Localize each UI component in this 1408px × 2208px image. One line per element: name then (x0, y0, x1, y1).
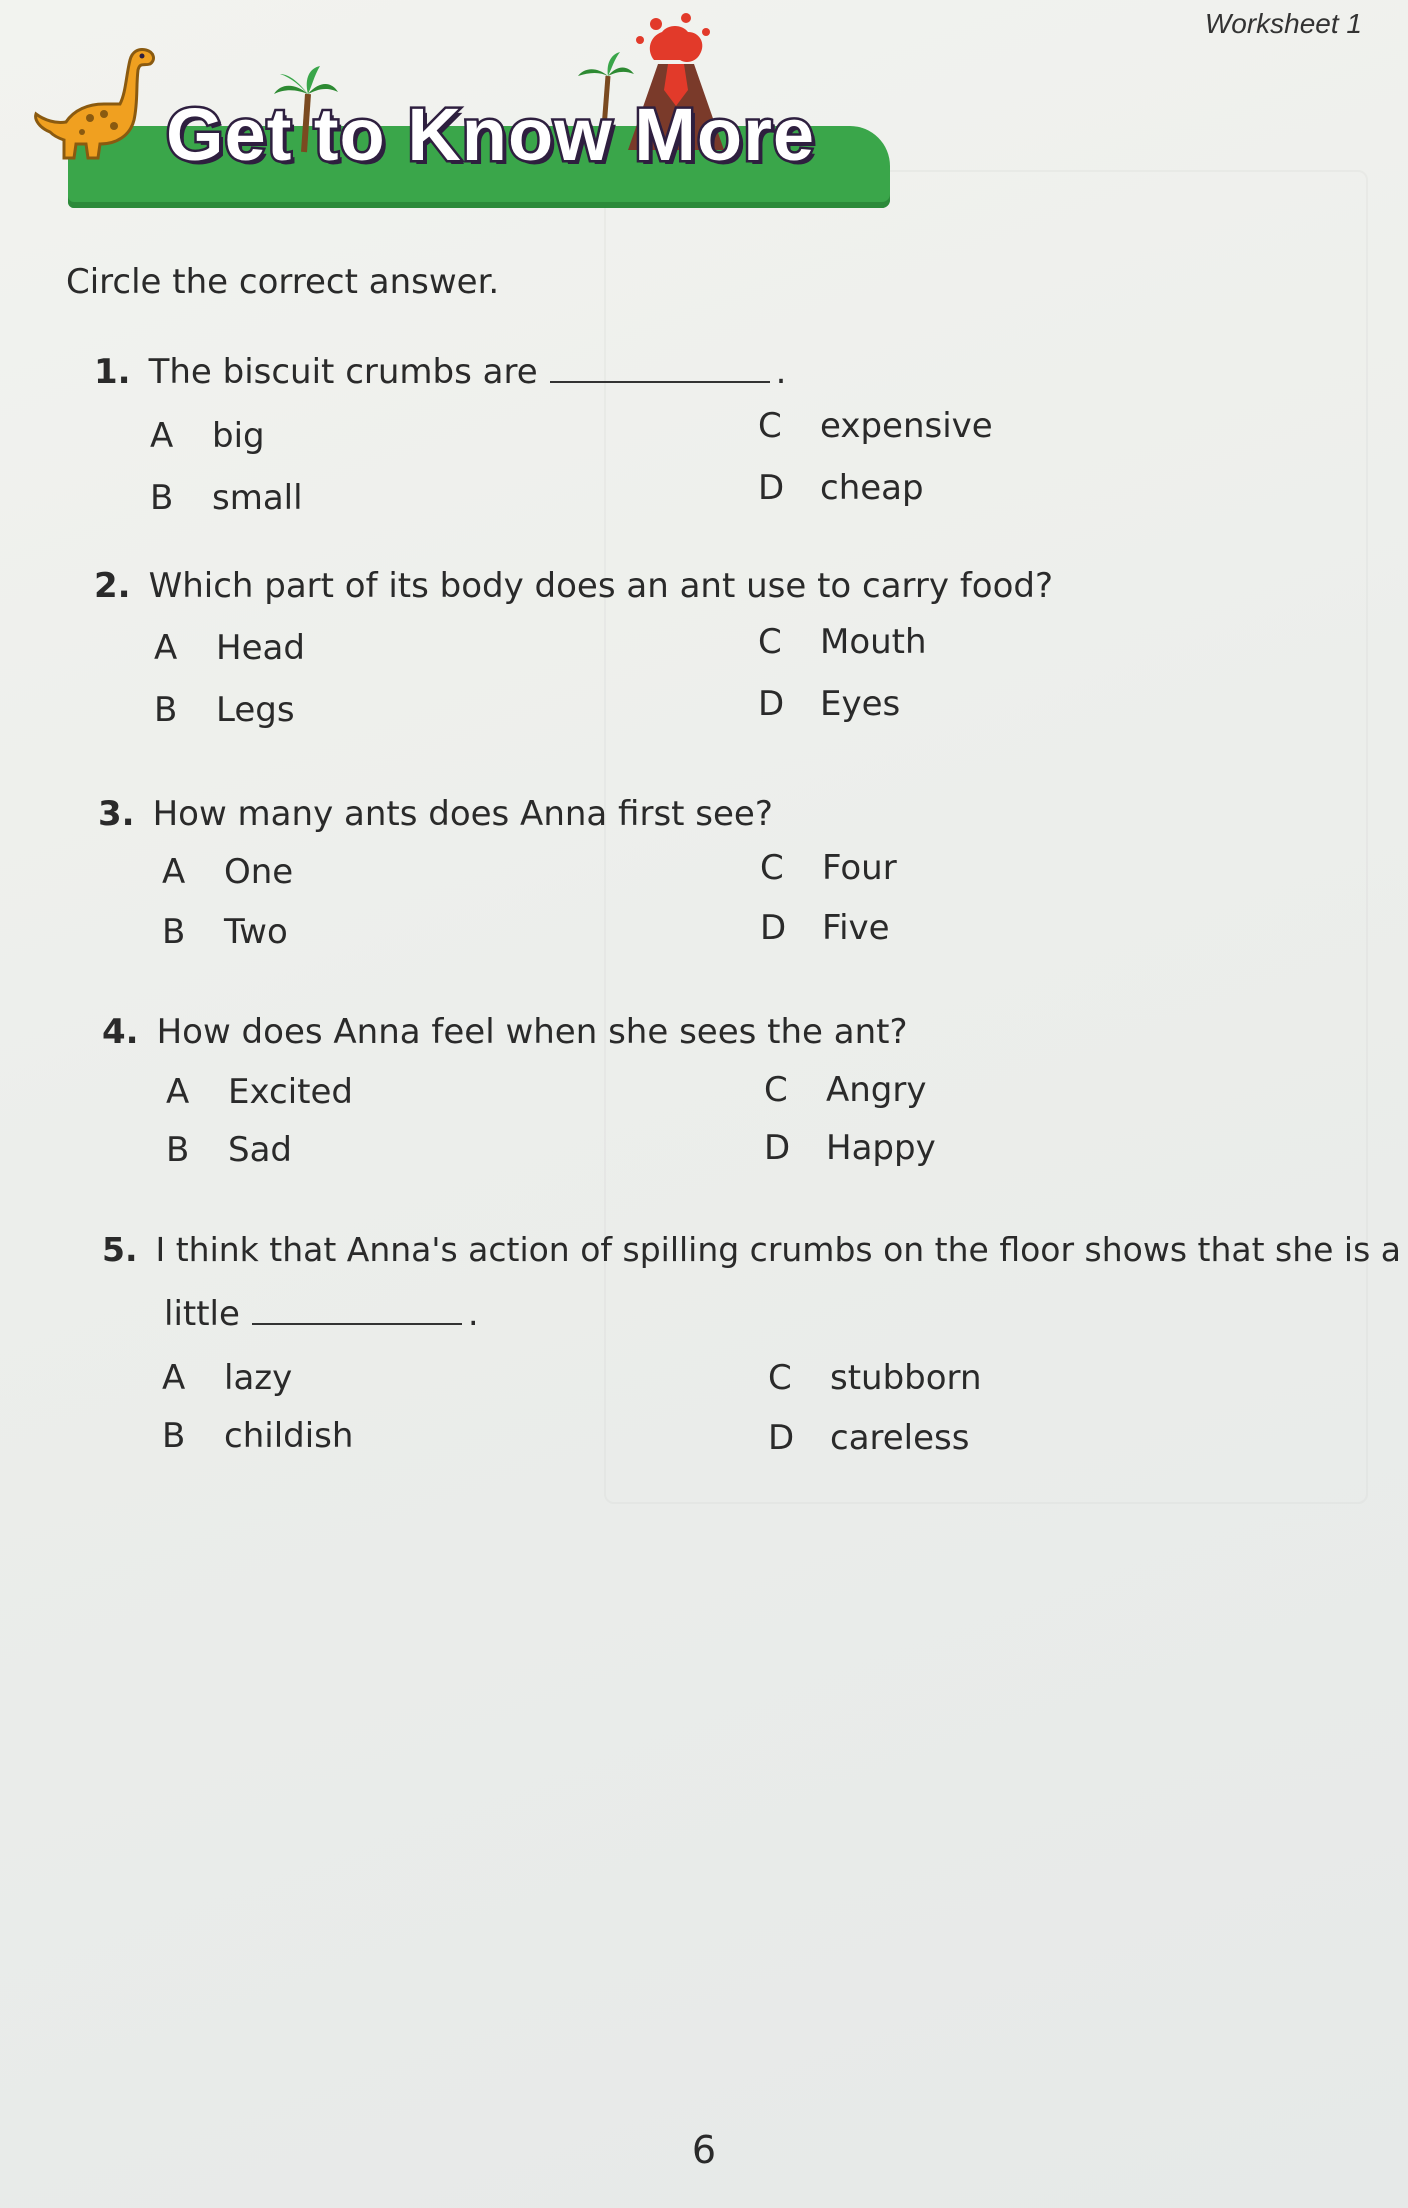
option-c[interactable] (760, 848, 897, 888)
option-a[interactable] (162, 852, 293, 892)
question-number: 1. (94, 352, 131, 392)
option-b[interactable] (154, 690, 295, 730)
option-text: Legs (216, 690, 295, 730)
option-letter: C (758, 622, 782, 662)
option-text: Head (216, 628, 305, 668)
option-text: Happy (826, 1128, 936, 1168)
question-text: Which part of its body does an ant use to carry food? (148, 566, 1054, 606)
option-c[interactable] (768, 1358, 982, 1398)
option-letter: B (150, 478, 174, 518)
question-number: 5. (102, 1230, 138, 1269)
page-number: 6 (691, 2128, 717, 2172)
question-stem (102, 1012, 908, 1052)
option-d[interactable] (758, 684, 900, 724)
option-b[interactable] (150, 478, 303, 518)
option-letter: D (758, 468, 785, 508)
option-text: cheap (820, 468, 924, 508)
option-text: stubborn (830, 1358, 982, 1398)
option-letter: B (162, 912, 186, 952)
question-end: . (775, 352, 787, 392)
option-a[interactable] (154, 628, 305, 668)
option-a[interactable] (162, 1358, 292, 1398)
question-number: 4. (102, 1012, 139, 1052)
option-letter: B (166, 1130, 190, 1170)
option-text: Angry (826, 1070, 927, 1110)
option-text: Five (822, 908, 890, 948)
option-text: Four (822, 848, 897, 888)
option-d[interactable] (768, 1418, 969, 1458)
option-c[interactable] (764, 1070, 927, 1110)
option-letter: D (758, 684, 785, 724)
question-number: 2. (94, 566, 131, 606)
option-letter: D (764, 1128, 791, 1168)
option-letter: B (162, 1416, 186, 1456)
option-c[interactable] (758, 406, 993, 446)
question-stem (94, 352, 786, 392)
option-text: Eyes (820, 684, 901, 724)
question-end: . (467, 1294, 479, 1334)
option-letter: A (150, 416, 174, 456)
option-letter: A (166, 1072, 190, 1112)
question-stem (98, 794, 773, 834)
option-letter: B (154, 690, 178, 730)
worksheet-label: Worksheet 1 (1204, 8, 1362, 39)
option-b[interactable] (162, 912, 288, 952)
question-text: I think that Anna's action of spilling crumbs on the floor shows that she is a (155, 1230, 1401, 1269)
option-text: expensive (820, 406, 993, 446)
option-letter: A (162, 1358, 186, 1398)
answer-blank[interactable] (550, 381, 770, 383)
option-text: lazy (224, 1358, 293, 1398)
option-letter: C (760, 848, 784, 888)
question-stem (94, 566, 1053, 606)
option-letter: D (768, 1418, 795, 1458)
option-letter: C (768, 1358, 792, 1398)
question-stem-line2 (164, 1294, 479, 1334)
option-text: careless (830, 1418, 970, 1458)
option-c[interactable] (758, 622, 927, 662)
question-text-line2: little (164, 1294, 240, 1334)
banner-title: Get to Know More (166, 93, 816, 176)
option-a[interactable] (166, 1072, 353, 1112)
option-text: small (212, 478, 303, 518)
option-a[interactable] (150, 416, 265, 456)
question-text: How does Anna feel when she sees the ant? (156, 1012, 908, 1052)
option-text: childish (224, 1416, 354, 1456)
option-b[interactable] (166, 1130, 292, 1170)
option-letter: C (764, 1070, 788, 1110)
option-d[interactable] (760, 908, 890, 948)
option-letter: A (162, 852, 186, 892)
option-text: Two (224, 912, 288, 952)
option-text: Mouth (820, 622, 927, 662)
option-text: big (212, 416, 265, 456)
dinosaur-icon (30, 40, 160, 170)
question-stem (102, 1230, 1401, 1269)
option-d[interactable] (758, 468, 924, 508)
instruction-text: Circle the correct answer. (66, 262, 500, 302)
question-number: 3. (98, 794, 135, 834)
option-letter: D (760, 908, 787, 948)
option-text: Excited (228, 1072, 353, 1112)
option-letter: C (758, 406, 782, 446)
question-text: How many ants does Anna first see? (152, 794, 773, 834)
option-letter: A (154, 628, 178, 668)
question-text: The biscuit crumbs are (148, 352, 538, 392)
answer-blank[interactable] (252, 1323, 462, 1325)
option-d[interactable] (764, 1128, 936, 1168)
option-b[interactable] (162, 1416, 353, 1456)
option-text: Sad (228, 1130, 292, 1170)
section-banner (30, 10, 900, 210)
option-text: One (224, 852, 294, 892)
